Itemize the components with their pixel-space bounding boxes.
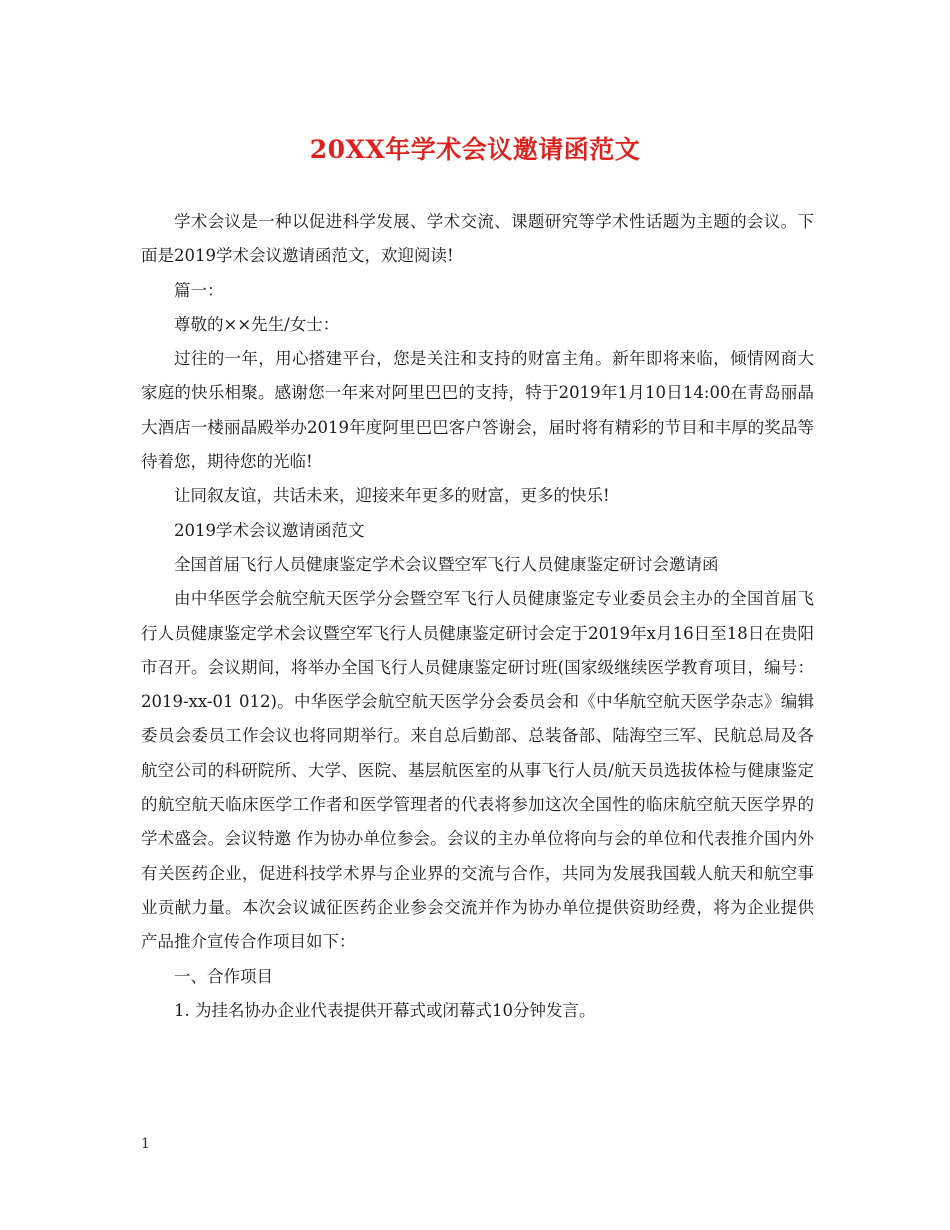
paragraph-list-item: 1. 为挂名协办企业代表提供开幕式或闭幕式10分钟发言。 (174, 1000, 596, 1020)
paragraph-closing: 让同叙友谊，共话未来，迎接来年更多的财富，更多的快乐! (174, 486, 610, 506)
paragraph-letter-title: 全国首届飞行人员健康鉴定学术会议暨空军飞行人员健康鉴定研讨会邀请函 (174, 554, 719, 574)
paragraph-section-label: 篇一： (174, 280, 224, 300)
document-body (141, 205, 814, 1028)
paragraph-salutation: 尊敬的××先生/女士： (174, 314, 340, 334)
paragraph-subtitle: 2019学术会议邀请函范文 (174, 520, 365, 540)
document-title: 20XX年学术会议邀请函范文 (309, 135, 641, 164)
paragraph-invitation: 过往的一年，用心搭建平台，您是关注和支持的财富主角。新年即将来临，倾情网商大家庭的快乐相聚。感谢您一年来对阿里巴巴的支持，特于2019年1月10日14:00在青岛丽晶大酒店一楼丽晶殿举办2019年度阿里巴巴客户答谢会，届时将有精彩的节目和丰厚的奖品等待着您，期待您的光临! (141, 349, 814, 472)
page-number: 1 (141, 1136, 150, 1152)
paragraph-letter-body: 由中华医学会航空航天医学分会暨空军飞行人员健康鉴定专业委员会主办的全国首届飞行人员健康鉴定学术会议暨空军飞行人员健康鉴定研讨会定于2019年x月16日至18日在贵阳市召开。会议期间，将举办全国飞行人员健康鉴定研讨班(国家级继续医学教育项目，编号：2019-xx-01 012)。中华医学会航空航天医学分会委员会和《中华航空航天医学杂志》编辑委员会委员工作会议也将同期举行。来自总后勤部、总装备部、陆海空三军、民航总局及各航空公司的科研院所、大学、医院、基层航医室的从事飞行人员/航天员选拔体检与健康鉴定的航空航天临床医学工作者和医学管理者的代表将参加这次全国性的临床航空航天医学界的学术盛会。会议特邀 作为协办单位参会。会议的主办单位将向与会的单位和代表推介国内外有关医药企业，促进科技学术界与企业界的交流与合作，共同为发展我国载人航天和航空事业贡献力量。本次会议诚征医药企业参会交流并作为协办单位提供资助经费，将为企业提供产品推介宣传合作项目如下： (141, 589, 814, 952)
paragraph-section-heading: 一、合作项目 (174, 966, 273, 986)
paragraph-intro: 学术会议是一种以促进科学发展、学术交流、课题研究等学术性话题为主题的会议。下面是2019学术会议邀请函范文，欢迎阅读! (141, 212, 814, 266)
